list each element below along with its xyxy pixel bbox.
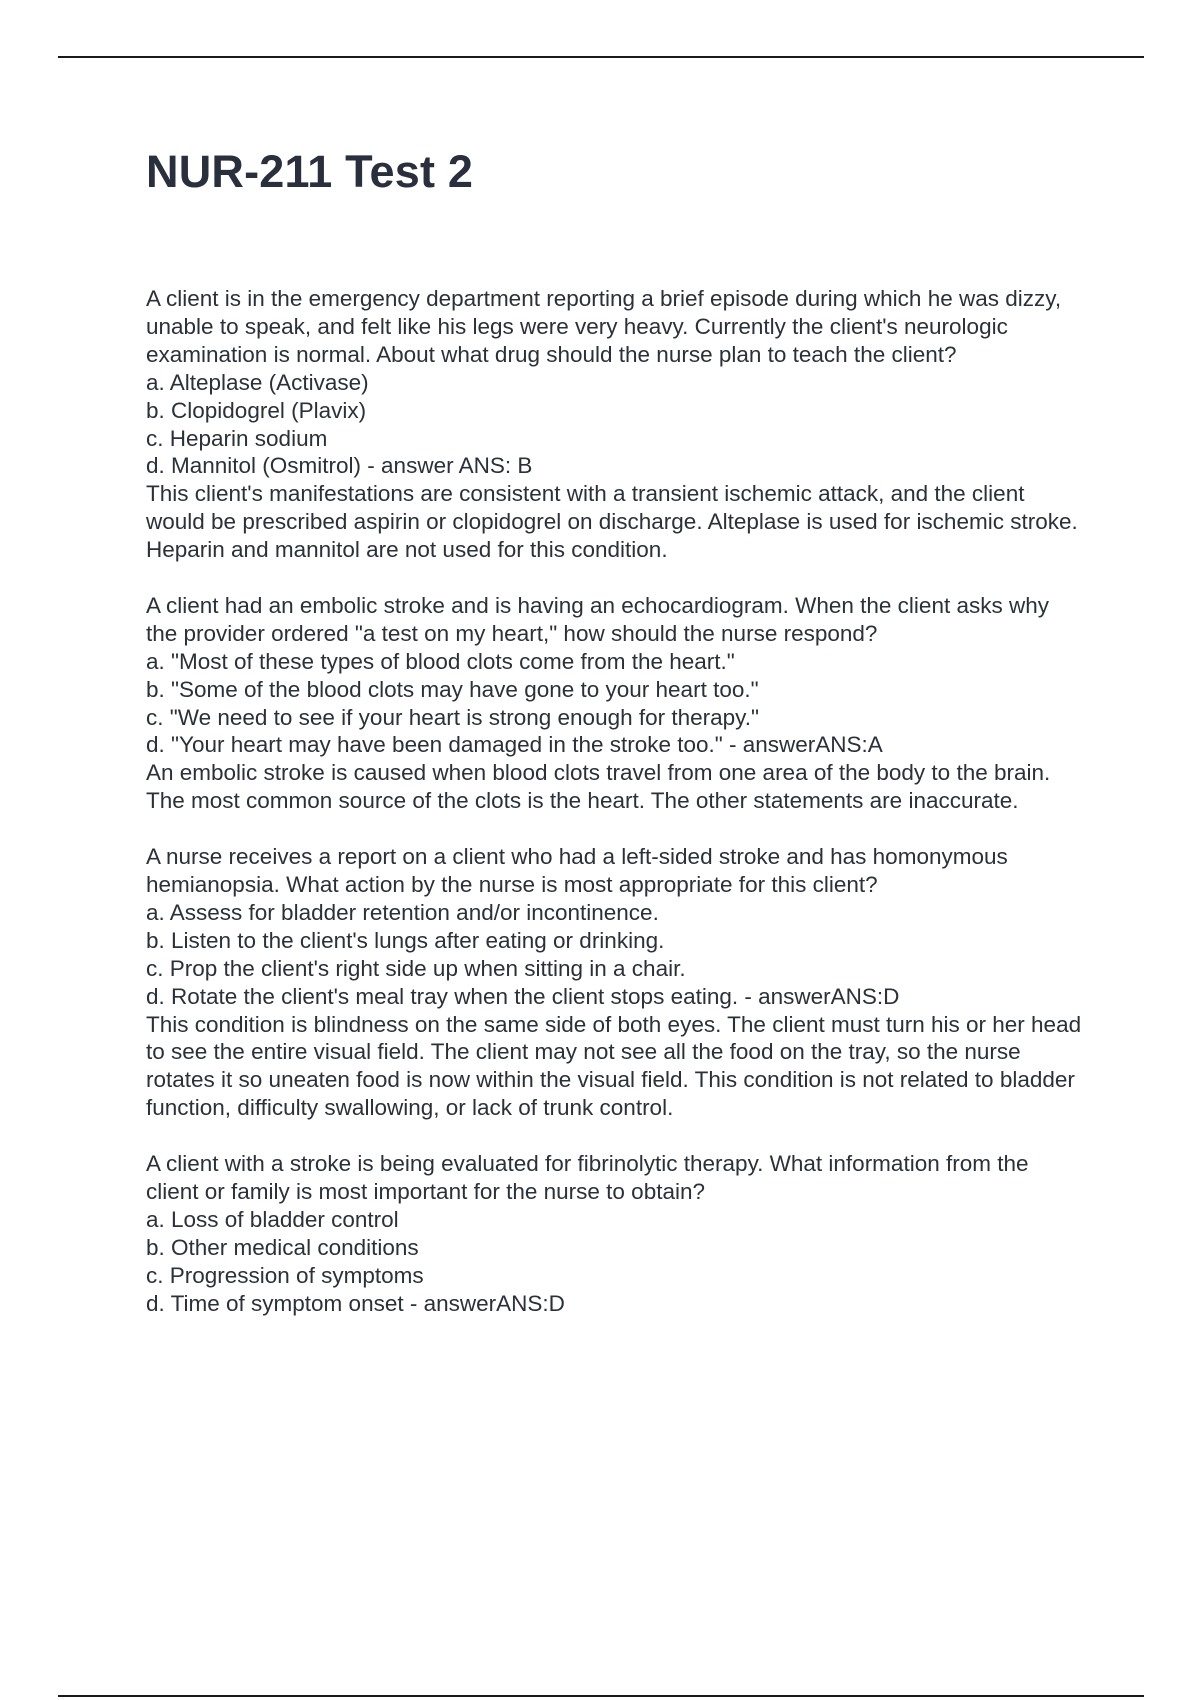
question-3 — [146, 843, 1086, 1122]
answer-option-b: b. Clopidogrel (Plavix) — [146, 397, 367, 423]
top-divider — [58, 56, 1144, 58]
answer-option-a: a. Loss of bladder control — [146, 1206, 399, 1232]
bottom-divider — [58, 1695, 1144, 1697]
answer-option-d: d. Time of symptom onset - answerANS:D — [146, 1290, 565, 1316]
document-title: NUR-211 Test 2 — [146, 146, 474, 197]
answer-option-a: a. "Most of these types of blood clots come from the heart." — [146, 648, 735, 674]
answer-rationale: An embolic stroke is caused when blood clots travel from one area of the body to the brain. The most common source of the clots is the heart. The other statements are inaccurate. — [146, 760, 1057, 814]
question-stem: A nurse receives a report on a client who had a left-sided stroke and has homonymous hemianopsia. What action by the nurse is most appropriate for this client? — [146, 844, 1015, 897]
answer-option-d: d. Mannitol (Osmitrol) - answer ANS: B — [146, 453, 533, 479]
answer-option-a: a. Alteplase (Activase) — [146, 369, 369, 395]
question-stem: A client with a stroke is being evaluated for fibrinolytic therapy. What information from the client or family is most important for the nurse to obtain? — [146, 1151, 1035, 1204]
answer-option-c: c. Prop the client's right side up when sitting in a chair. — [146, 955, 686, 981]
answer-option-b: b. Other medical conditions — [146, 1234, 419, 1260]
answer-option-d: d. Rotate the client's meal tray when the client stops eating. - answerANS:D — [146, 983, 900, 1009]
answer-option-b: b. "Some of the blood clots may have gone to your heart too." — [146, 676, 759, 702]
question-stem: A client had an embolic stroke and is having an echocardiogram. When the client asks why the provider ordered "a test on my heart," how should the nurse respond? — [146, 592, 1056, 646]
answer-option-b: b. Listen to the client's lungs after eating or drinking. — [146, 927, 665, 953]
answer-option-c: c. "We need to see if your heart is strong enough for therapy." — [146, 704, 759, 730]
question-4 — [146, 1150, 1086, 1317]
answer-option-c: c. Progression of symptoms — [146, 1262, 424, 1288]
answer-option-c: c. Heparin sodium — [146, 425, 328, 451]
answer-rationale: This client's manifestations are consistent with a transient ischemic attack, and the client would be prescribed aspirin or clopidogrel on discharge. Alteplase is used for ischemic stroke. Heparin and mannitol are not used for this condition. — [146, 481, 1084, 563]
question-2 — [146, 592, 1086, 815]
question-1 — [146, 285, 1086, 564]
answer-rationale: This condition is blindness on the same side of both eyes. The client must turn his or her head to see the entire visual field. The client may not see all the food on the tray, so the nurse rotates it so uneaten food is now within the visual field. This condition is not related to bladder function, difficulty swallowing, or lack of trunk control. — [146, 1011, 1088, 1121]
question-list — [146, 285, 1086, 1345]
question-stem: A client is in the emergency department reporting a brief episode during which he was dizzy, unable to speak, and felt like his legs were very heavy. Currently the client's neurologic examination is normal. About what drug should the nurse plan to teach the client? — [146, 286, 1068, 367]
answer-option-d: d. "Your heart may have been damaged in the stroke too." - answerANS:A — [146, 732, 883, 758]
answer-option-a: a. Assess for bladder retention and/or incontinence. — [146, 899, 659, 925]
